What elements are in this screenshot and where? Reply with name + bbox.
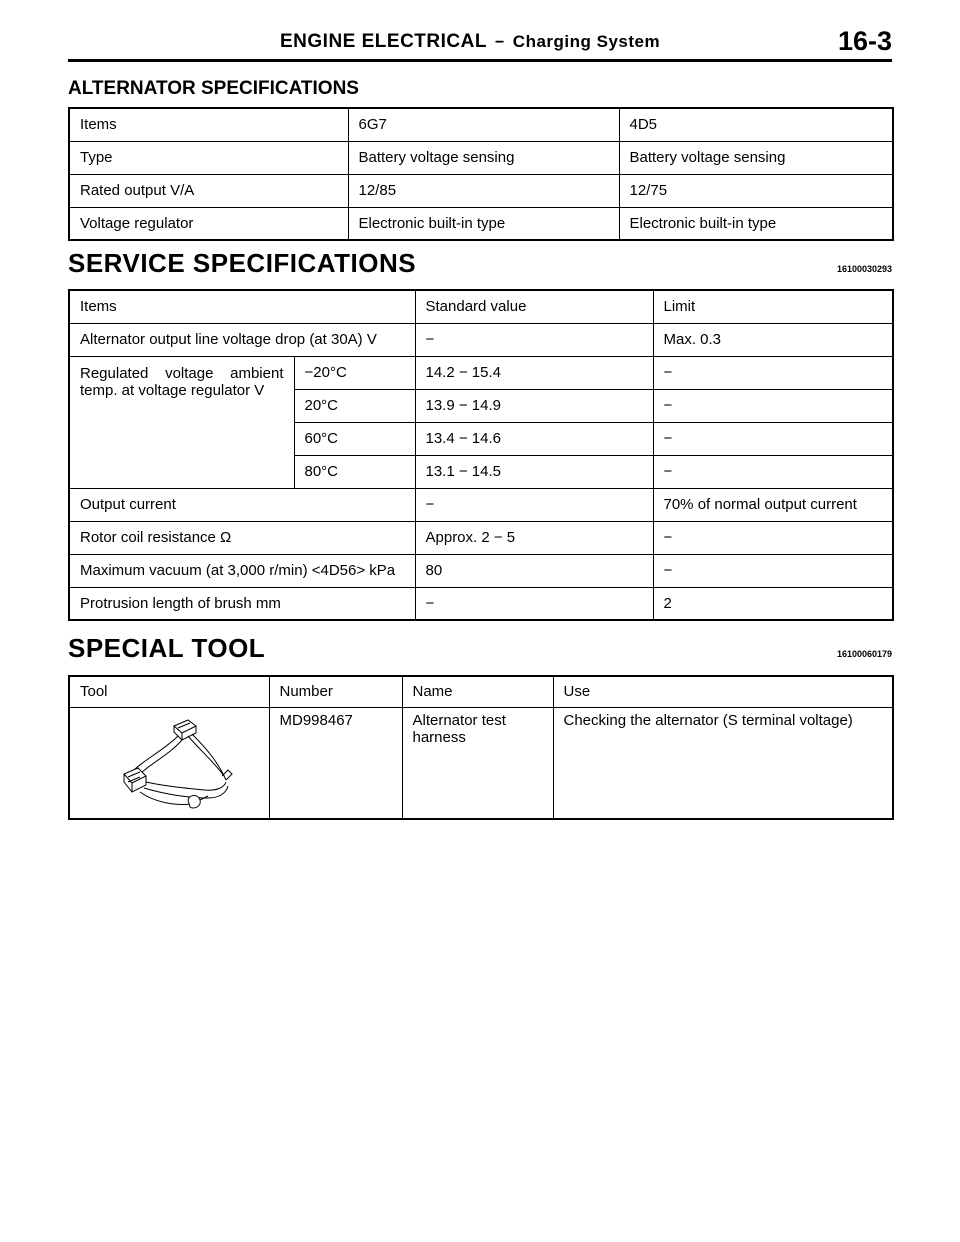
header-title <box>280 31 660 53</box>
table-cell: Battery voltage sensing <box>619 141 893 174</box>
table-cell: Voltage regulator <box>69 207 348 240</box>
table-row <box>69 323 893 356</box>
special-tool-code: 16100060179 <box>836 649 892 659</box>
table-cell: Electronic built-in type <box>619 207 893 240</box>
table-cell: − <box>653 422 893 455</box>
table-cell: 80 <box>415 554 653 587</box>
table-cell: Output current <box>69 488 415 521</box>
table-cell: 80°C <box>294 455 415 488</box>
table-cell: 60°C <box>294 422 415 455</box>
table-cell: 13.9 − 14.9 <box>415 389 653 422</box>
header-cell: Use <box>553 676 893 707</box>
header-cell: Name <box>402 676 553 707</box>
table-cell: Rotor coil resistance Ω <box>69 521 415 554</box>
tool-name: Alternator test harness <box>402 707 553 819</box>
table-cell: − <box>653 455 893 488</box>
alternator-specs-title: ALTERNATOR SPECIFICATIONS <box>68 78 359 99</box>
regulated-voltage-label: Regulated voltage ambient temp. at voltage regulator V <box>69 356 294 488</box>
service-specs-title: SERVICE SPECIFICATIONS <box>68 248 417 278</box>
table-cell: Battery voltage sensing <box>348 141 619 174</box>
tool-image-cell <box>69 707 269 819</box>
table-cell: 14.2 − 15.4 <box>415 356 653 389</box>
header-cell: Number <box>269 676 402 707</box>
special-tool-title: SPECIAL TOOL <box>68 633 266 663</box>
tool-number: MD998467 <box>269 707 402 819</box>
service-specs-code: 16100030293 <box>836 264 892 274</box>
table-cell: −20°C <box>294 356 415 389</box>
table-cell: 70% of normal output current <box>653 488 893 521</box>
table-cell: Approx. 2 − 5 <box>415 521 653 554</box>
table-cell: 2 <box>653 587 893 620</box>
table-cell: − <box>415 323 653 356</box>
table-row <box>69 488 893 521</box>
header-cell: Items <box>69 290 415 323</box>
table-header-row <box>69 290 893 323</box>
table-cell: − <box>415 488 653 521</box>
header-subtitle: Charging System <box>512 32 661 51</box>
table-header-row <box>69 108 893 141</box>
header-cell: 4D5 <box>619 108 893 141</box>
tool-use: Checking the alternator (S terminal voltage) <box>553 707 893 819</box>
table-cell: 13.1 − 14.5 <box>415 455 653 488</box>
table-cell: − <box>653 521 893 554</box>
page-header <box>68 28 892 62</box>
table-cell: Maximum vacuum (at 3,000 r/min) <4D56> kPa <box>69 554 415 587</box>
table-cell: − <box>653 389 893 422</box>
table-row <box>69 707 893 819</box>
alternator-specs-table <box>68 107 894 241</box>
table-row <box>69 207 893 240</box>
service-specs-table <box>68 289 894 621</box>
table-row <box>69 554 893 587</box>
table-header-row <box>69 676 893 707</box>
table-cell: Protrusion length of brush mm <box>69 587 415 620</box>
table-row <box>69 356 893 389</box>
table-cell: 12/85 <box>348 174 619 207</box>
table-cell: 12/75 <box>619 174 893 207</box>
header-cell: Limit <box>653 290 893 323</box>
header-cell: Items <box>69 108 348 141</box>
header-chapter: ENGINE ELECTRICAL <box>280 31 487 52</box>
header-cell: Standard value <box>415 290 653 323</box>
table-cell: Rated output V/A <box>69 174 348 207</box>
header-cell: 6G7 <box>348 108 619 141</box>
table-cell: Type <box>69 141 348 174</box>
table-cell: Alternator output line voltage drop (at 30A) V <box>69 323 415 356</box>
header-dash: − <box>494 34 505 51</box>
harness-illustration <box>104 710 234 810</box>
table-cell: − <box>653 554 893 587</box>
table-row <box>69 587 893 620</box>
table-cell: 13.4 − 14.6 <box>415 422 653 455</box>
header-cell: Tool <box>69 676 269 707</box>
special-tool-table <box>68 675 894 820</box>
page-number: 16-3 <box>837 26 892 56</box>
table-cell: − <box>653 356 893 389</box>
table-row <box>69 141 893 174</box>
table-row <box>69 174 893 207</box>
table-cell: Max. 0.3 <box>653 323 893 356</box>
table-cell: Electronic built-in type <box>348 207 619 240</box>
table-cell: − <box>415 587 653 620</box>
table-cell: 20°C <box>294 389 415 422</box>
table-row <box>69 521 893 554</box>
